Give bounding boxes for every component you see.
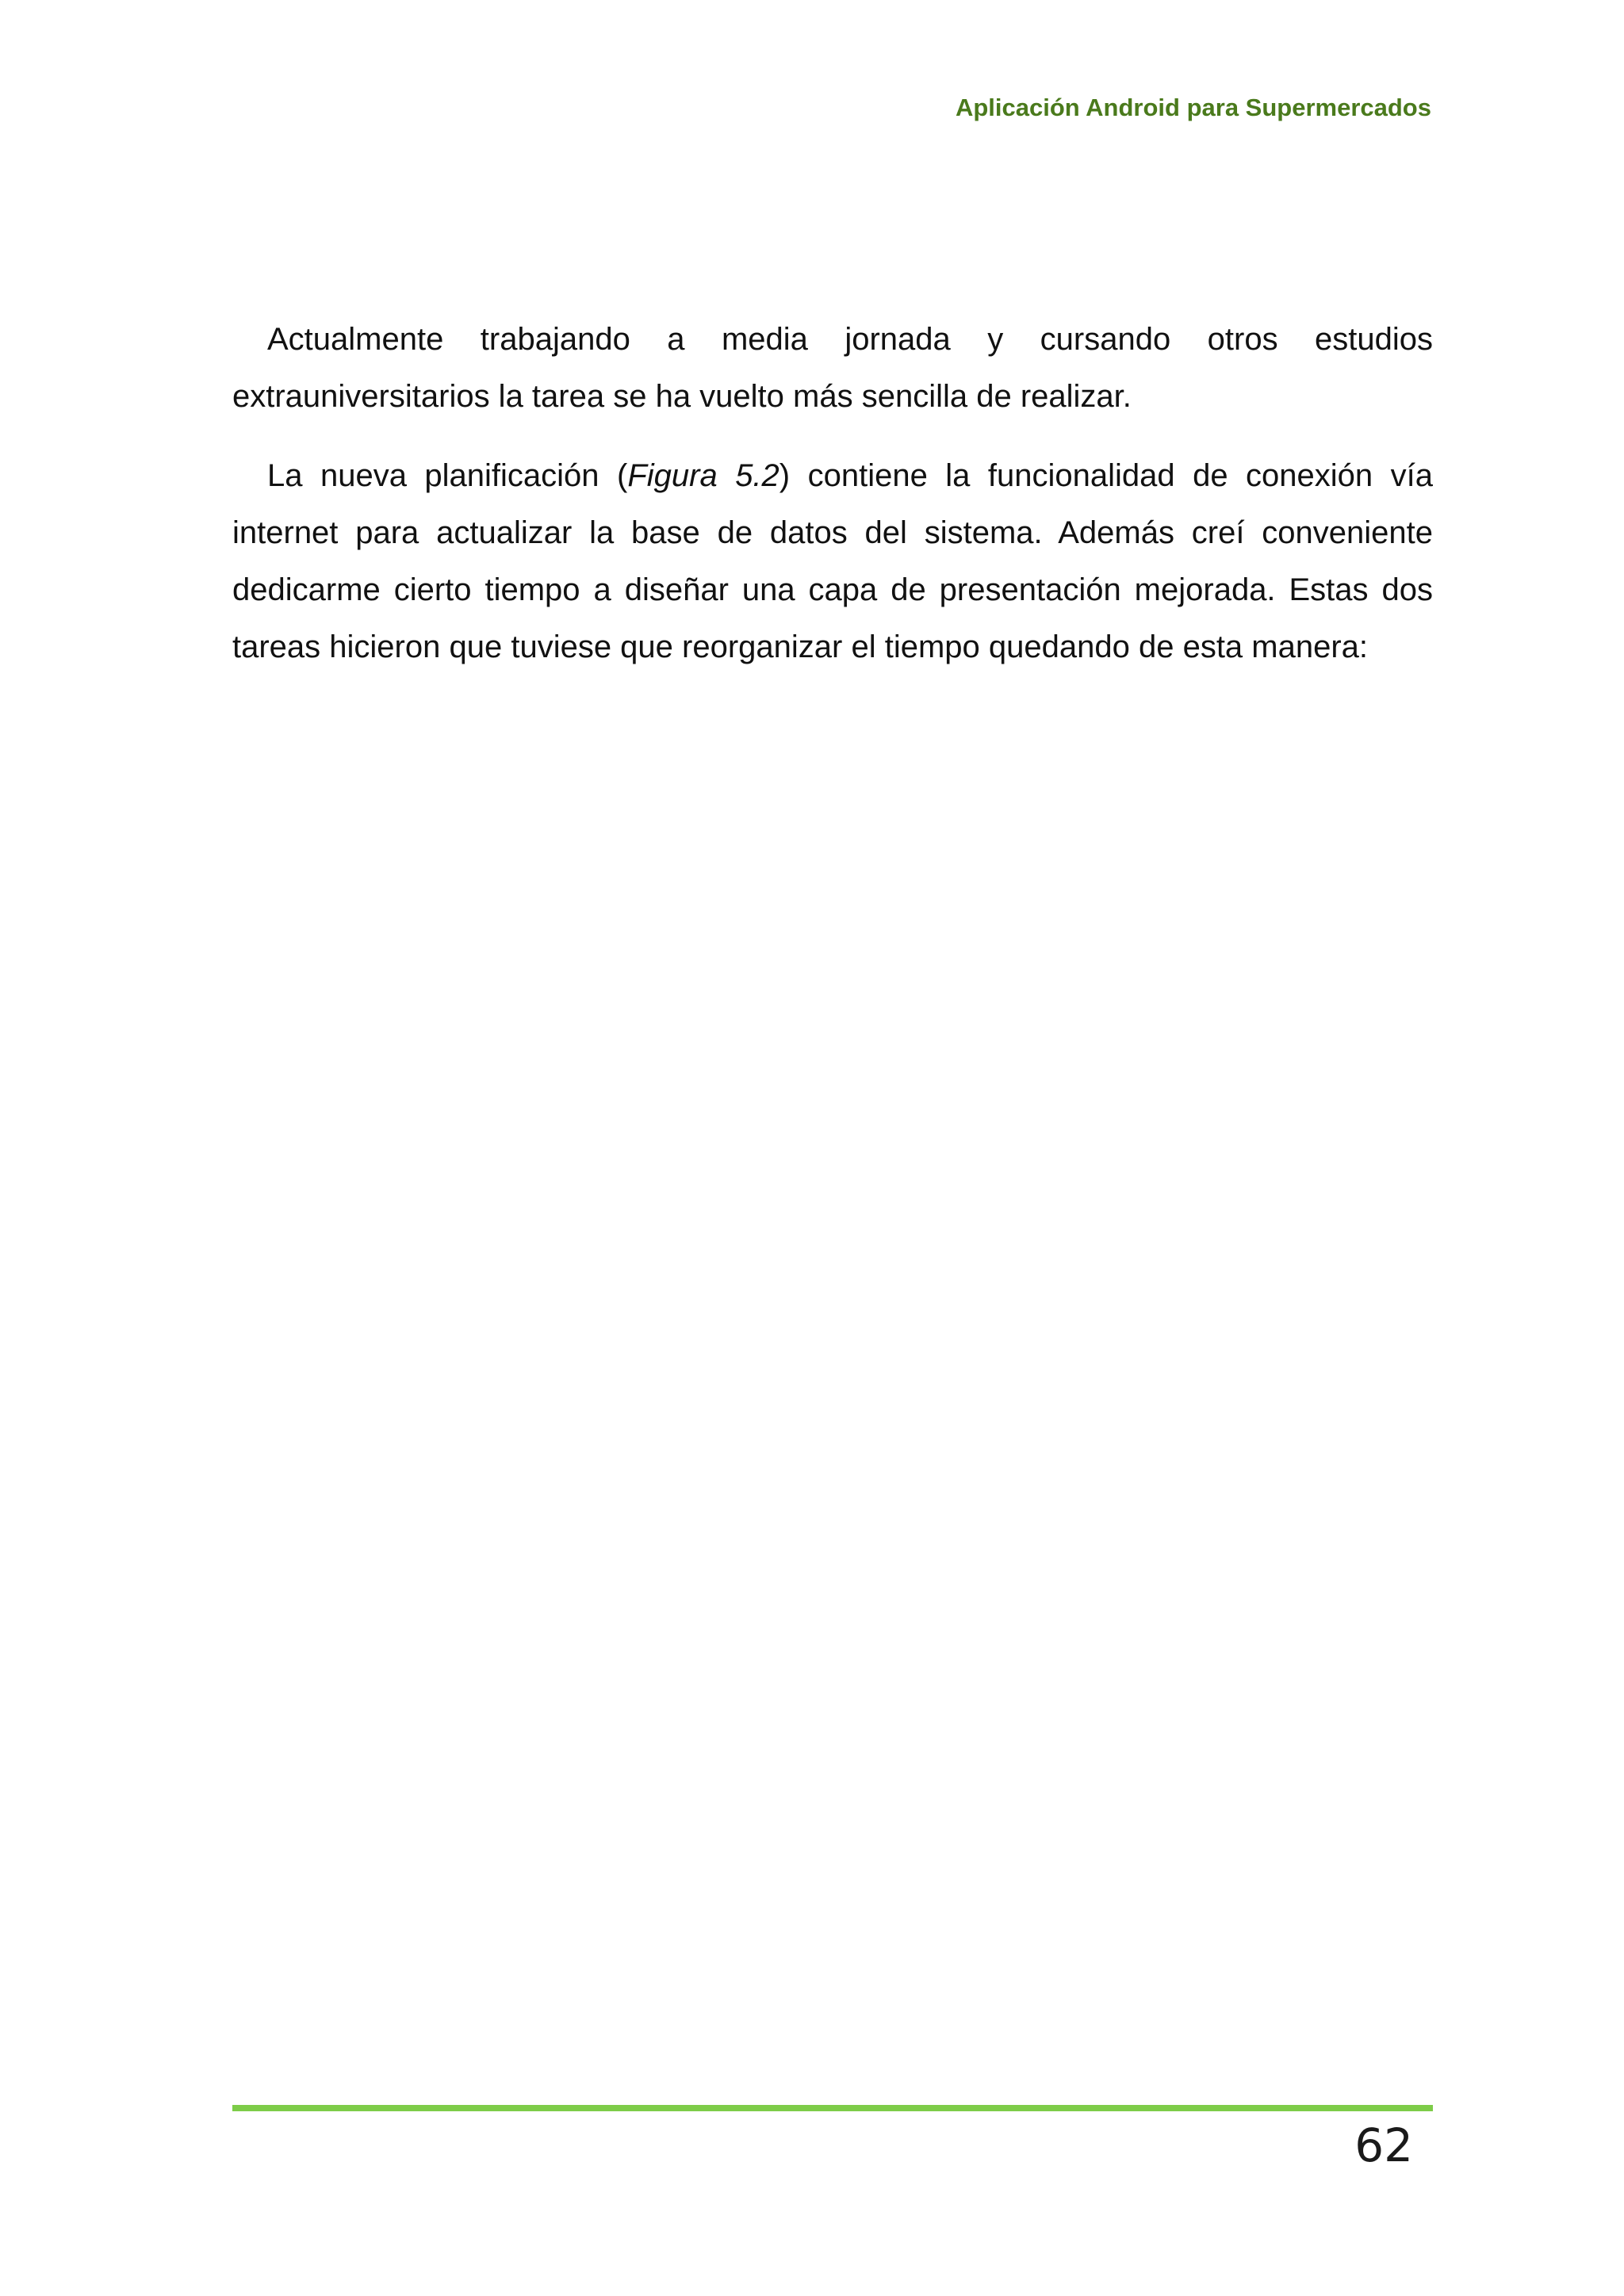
page-number: 62 [1354, 2118, 1413, 2172]
page-body [232, 311, 1433, 698]
paragraph-2 [232, 447, 1433, 675]
paragraph-2-text-end: ) contiene la funcionalidad de conexión vía internet para actualizar la base de datos del sistema. Además creí conveniente dedicarme cierto tiempo a diseñar una capa de presentación mejorada. Estas dos tareas hicieron que tuviese que reorganizar el tiempo quedando de esta manera: [232, 458, 1433, 664]
footer-rule [232, 2105, 1433, 2111]
paragraph-1: Actualmente trabajando a media jornada y cursando otros estudios extrauniversitarios la tarea se ha vuelto más sencilla de realizar. [232, 322, 1433, 414]
paragraph-2-text-start: La nueva planificación ( [267, 458, 628, 493]
figure-reference: Figura 5.2 [627, 458, 779, 493]
running-header: Aplicación Android para Supermercados [955, 94, 1431, 121]
